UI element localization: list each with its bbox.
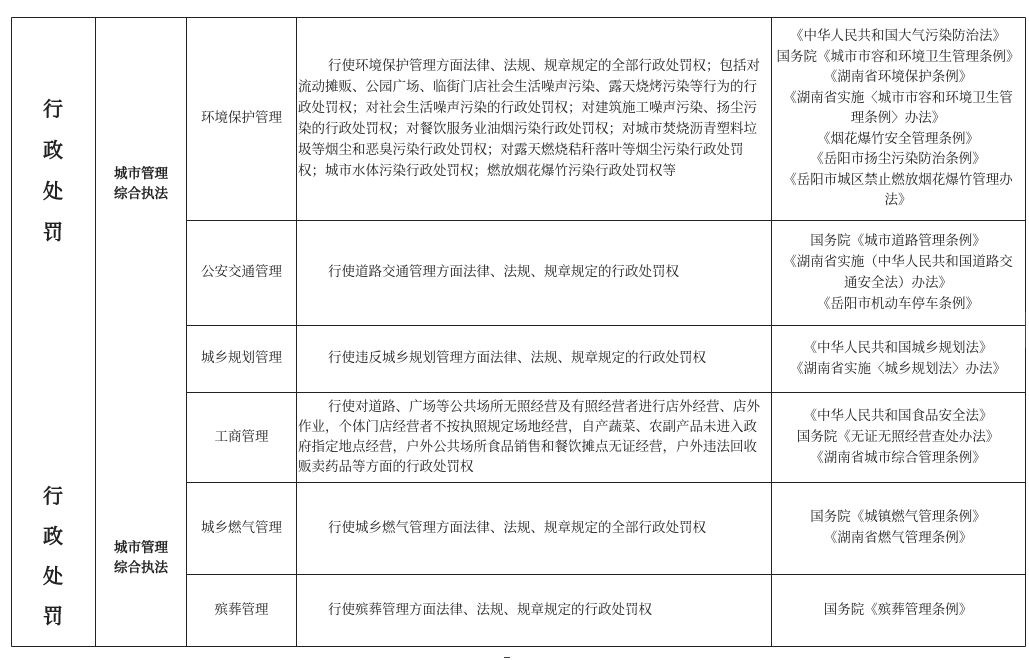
legal-basis-line: 国务院《城市市容和环境卫生管理条例》 xyxy=(776,48,1020,65)
description-cell xyxy=(296,325,771,392)
legal-basis-cell xyxy=(771,220,1025,325)
category-char: 行 xyxy=(43,484,63,508)
legal-basis-line: 通安全法）办法》 xyxy=(844,274,952,291)
item-cell xyxy=(187,574,296,646)
description-cell xyxy=(296,220,771,325)
item-cell xyxy=(187,325,296,392)
legal-basis-line: 《烟花爆竹安全管理条例》 xyxy=(817,130,979,147)
legal-basis-cell xyxy=(771,17,1025,220)
department-cell-bottom xyxy=(98,537,184,579)
legal-basis-line: 国务院《城市道路管理条例》 xyxy=(810,232,986,249)
department-line: 城市管理 xyxy=(114,540,168,556)
description-text: 行使违反城乡规划管理方面法律、法规、规章规定的行政处罚权 xyxy=(328,350,706,366)
category-char: 政 xyxy=(43,138,63,162)
item-label: 殡葬管理 xyxy=(214,601,269,618)
legal-basis-cell xyxy=(771,392,1025,482)
category-char: 行 xyxy=(43,97,63,121)
category-char: 处 xyxy=(43,564,63,588)
category-char: 罚 xyxy=(43,220,63,244)
legal-basis-line: 理条例〉办法》 xyxy=(850,110,946,127)
legal-basis-line: 《湖南省实施〈城市市容和环境卫生管 xyxy=(783,89,1013,106)
item-label: 城乡规划管理 xyxy=(201,350,282,366)
category-char: 政 xyxy=(43,524,63,548)
legal-basis-line: 《岳阳市机动车停车条例》 xyxy=(817,295,979,312)
legal-basis-line: 《中华人民共和国城乡规划法》 xyxy=(803,339,993,356)
category-char: 处 xyxy=(43,179,63,203)
legal-basis-line: 《湖南省燃气管理条例》 xyxy=(823,530,973,546)
legal-basis-cell xyxy=(771,482,1025,574)
item-label: 公安交通管理 xyxy=(201,264,282,280)
description-text: 行使对道路、广场等公共场所无照经营及有照经营者进行店外经营、店外作业，个体门店经营者不按执照规定场地经营，自产蔬菜、农副产品未进入政府指定地点经营，户外公共场所食品销售和餐饮摊点无证经营，户外违法回收贩卖药品等方面的行政处罚权 xyxy=(298,399,760,475)
category-char: 罚 xyxy=(43,604,63,628)
legal-basis-line: 《湖南省实施（中华人民共和国道路交 xyxy=(783,253,1013,270)
legal-basis-line: 《湖南省城市综合管理条例》 xyxy=(810,449,986,466)
legal-basis-line: 《中华人民共和国大气污染防治法》 xyxy=(790,28,1006,45)
side-tick-mark xyxy=(1025,312,1026,348)
description-text: 行使环境保护管理方面法律、法规、规章规定的全部行政处罚权；包括对流动摊贩、公园广场、临街门店社会生活噪声污染、露天烧烤污染等行为的行政处罚权；对社会生活噪声污染的行政处罚权；对建筑施工噪声污染、扬尘污染的行政处罚权；对餐饮服务业油烟污染行政处罚权；对城市焚烧沥青塑料垃圾等烟尘和恶臭污染行政处罚权；对露天燃烧秸秆落叶等烟尘污染行政处罚权；城市水体污染行政处罚权；燃放烟花爆竹污染行政处罚权等 xyxy=(298,57,760,179)
legal-basis-cell xyxy=(771,325,1025,392)
category-cell-top xyxy=(12,17,94,280)
item-cell xyxy=(187,17,296,220)
legal-basis-cell xyxy=(771,574,1025,646)
legal-basis-line: 《岳阳市扬尘污染防治条例》 xyxy=(810,151,986,168)
item-cell xyxy=(187,220,296,325)
legal-basis-line: 法》 xyxy=(884,192,912,209)
legal-basis-line: 国务院《无证无照经营查处办法》 xyxy=(796,428,1000,445)
description-cell xyxy=(296,574,771,646)
legal-basis-line: 《岳阳市城区禁止燃放烟花爆竹管理办 xyxy=(783,171,1013,188)
item-label: 工商管理 xyxy=(214,428,269,445)
description-text: 行使城乡燃气管理方面法律、法规、规章规定的全部行政处罚权 xyxy=(328,519,706,536)
item-label: 城乡燃气管理 xyxy=(201,519,282,536)
department-cell-top xyxy=(98,160,184,208)
department-line: 综合执法 xyxy=(114,186,168,202)
description-text: 行使道路交通管理方面法律、法规、规章规定的行政处罚权 xyxy=(328,264,679,280)
legal-basis-line: 《中华人民共和国食品安全法》 xyxy=(803,407,993,424)
item-cell xyxy=(187,392,296,482)
item-label: 环境保护管理 xyxy=(201,110,282,126)
description-text: 行使殡葬管理方面法律、法规、规章规定的行政处罚权 xyxy=(328,601,652,618)
description-cell xyxy=(296,17,771,220)
bottom-tick-mark xyxy=(504,657,510,658)
legal-basis-line: 国务院《殡葬管理条例》 xyxy=(823,601,973,618)
category-cell-bottom xyxy=(12,470,94,646)
item-cell xyxy=(187,482,296,574)
legal-basis-line: 《湖南省实施〈城乡规划法〉办法》 xyxy=(790,360,1006,377)
legal-basis-line: 国务院《城镇燃气管理条例》 xyxy=(810,509,986,525)
department-line: 综合执法 xyxy=(114,560,168,576)
description-cell xyxy=(296,392,771,482)
description-cell xyxy=(296,482,771,574)
legal-basis-line: 《湖南省环境保护条例》 xyxy=(823,69,973,86)
department-line: 城市管理 xyxy=(114,166,168,182)
